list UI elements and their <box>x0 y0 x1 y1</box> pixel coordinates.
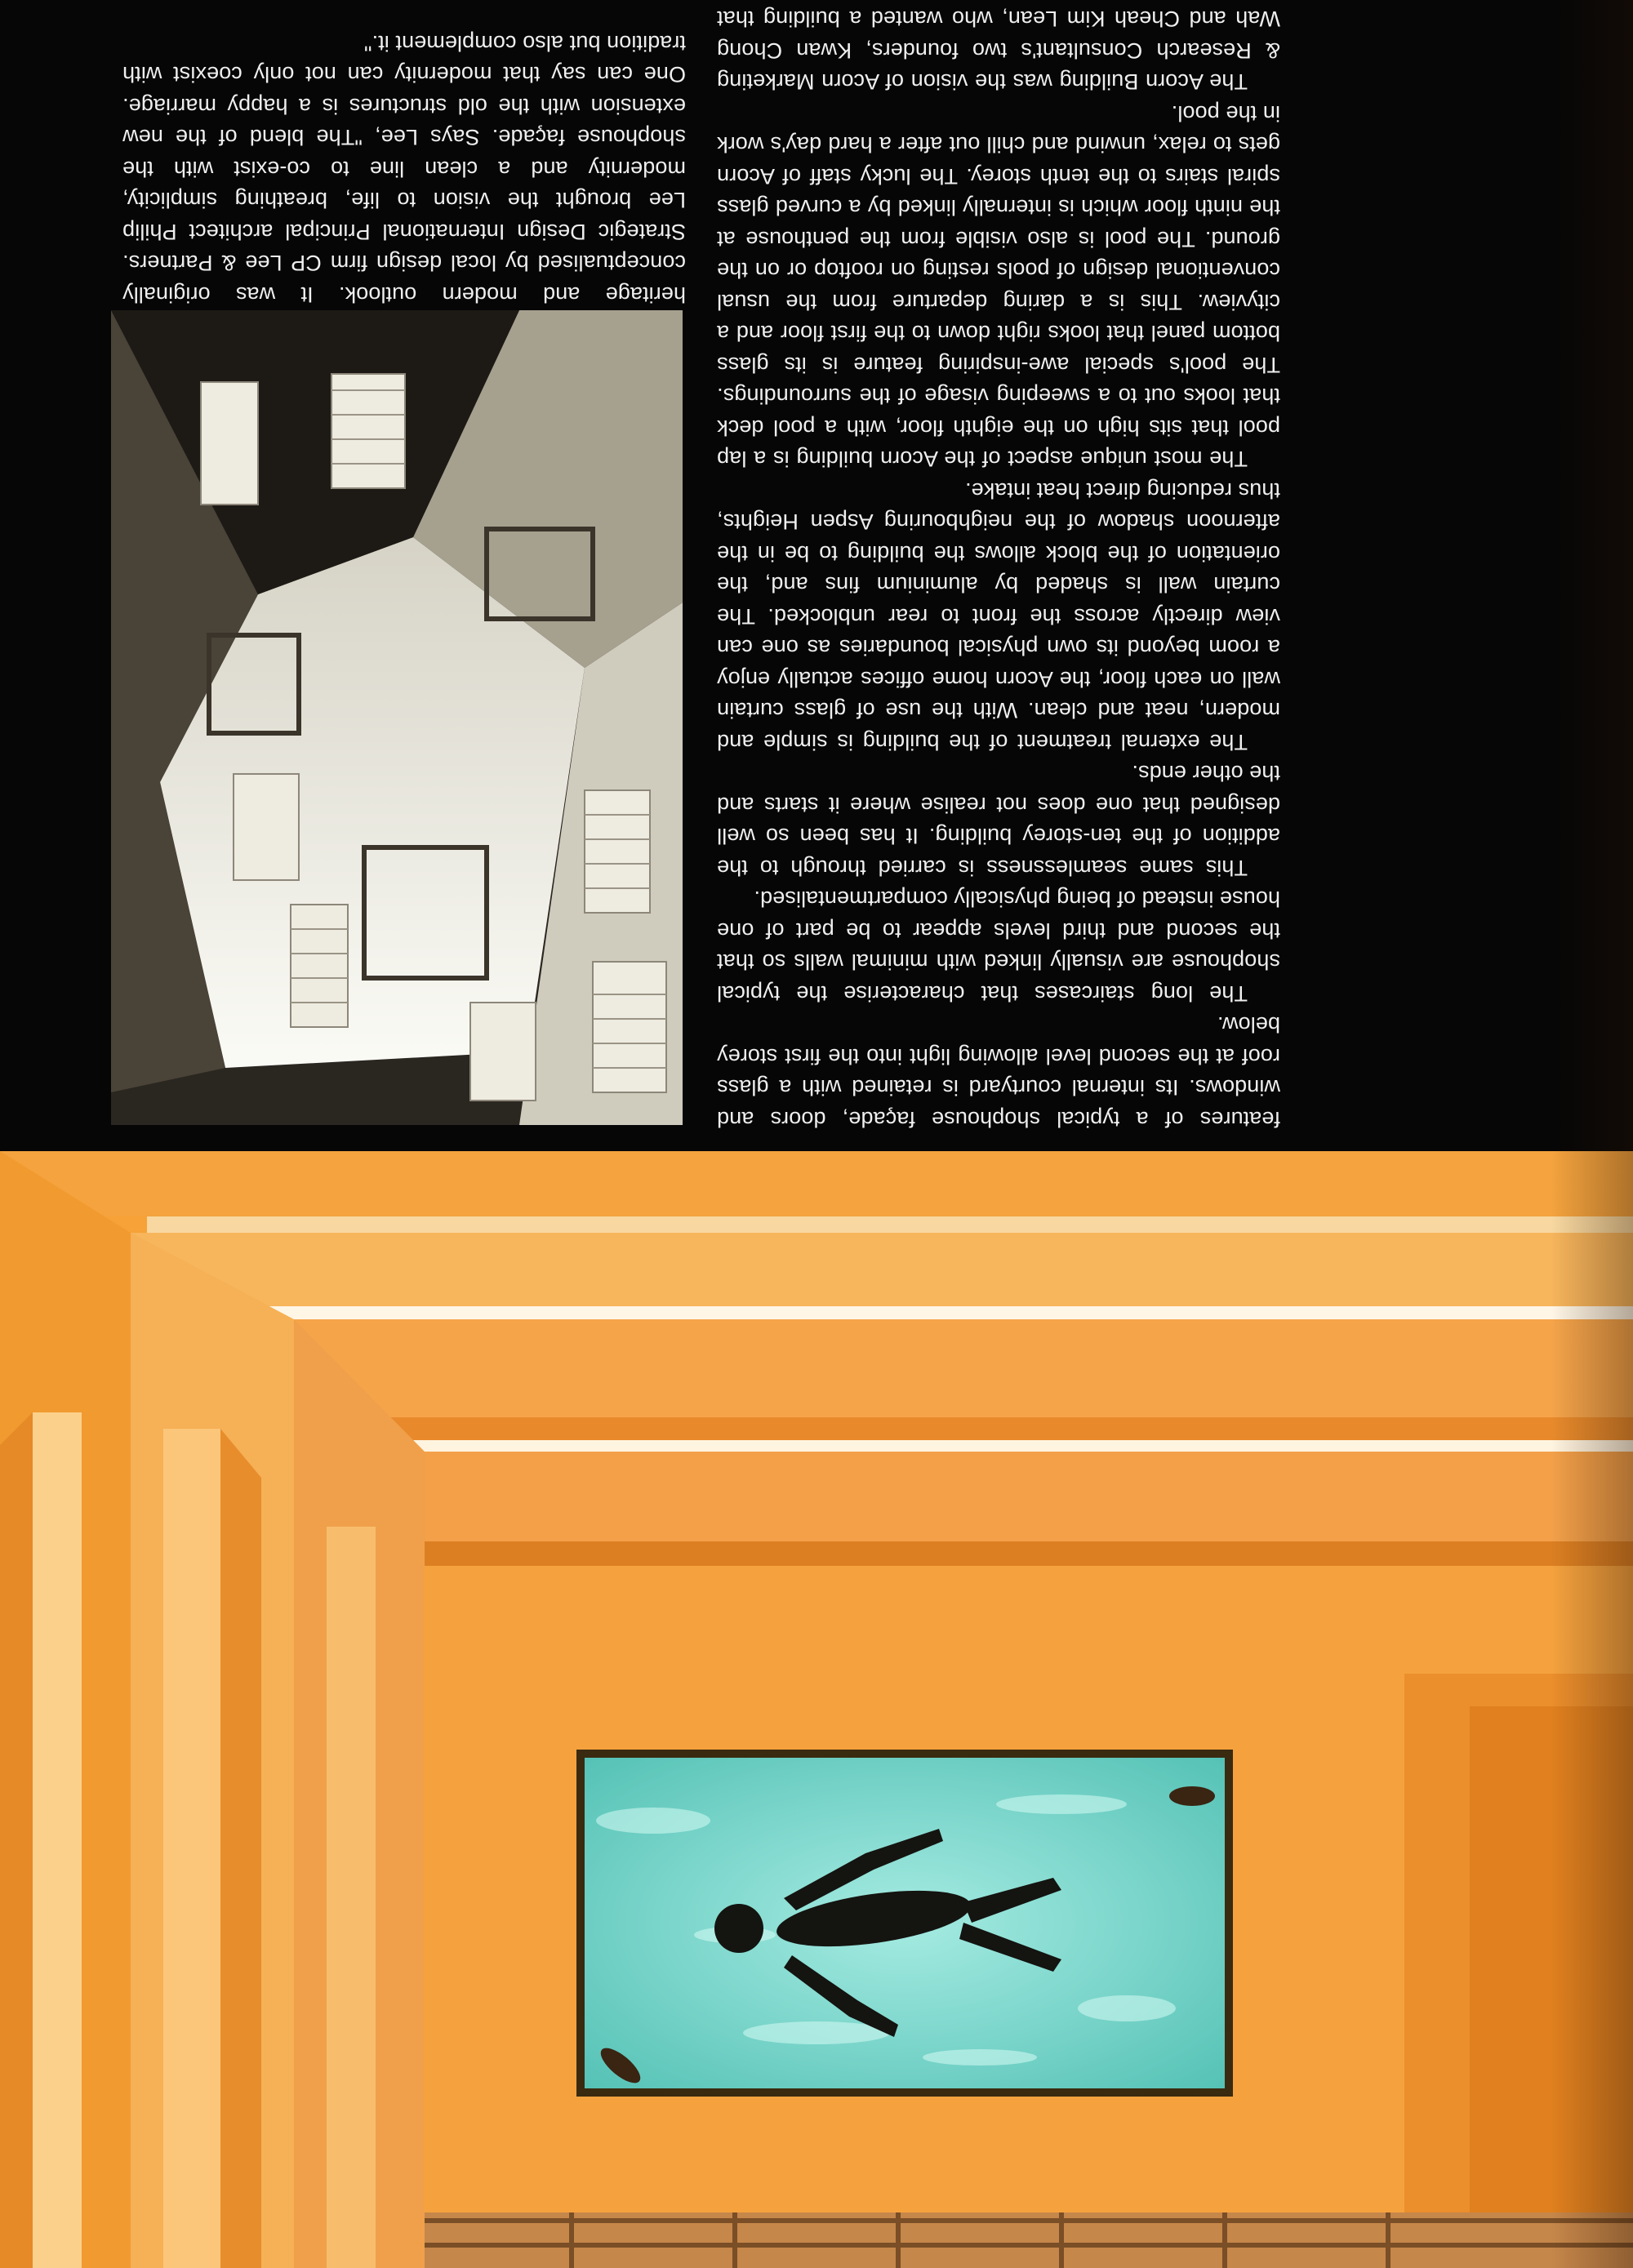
glass-bottom-pool-photo <box>0 1151 1633 2268</box>
paragraph: features of a typical shophouse façade, doors and windows. Its internal courtyard is retained with a glass roof at the second level allowing light into the first storey below. <box>717 1012 1280 1132</box>
paragraph: The long staircases that characterise the typical shophouse are visually linked with minimal walls so that the second and third levels appear to be part of one house instead of being physically compartmentalised. <box>717 887 1280 1006</box>
courtyard-photo-graphic <box>111 310 683 1125</box>
paragraph: The Acorn Building was the vision of Acorn Marketing & Research Consultant's two founders, Kwan Chong Wah and Cheah Kim Lean, who wanted a building that <box>717 7 1280 95</box>
paragraph: The most unique aspect of the Acorn building is a lap pool that sits high on the eighth floor, with a pool deck that looks out to a sweeping visage of the surroundings. The pool's special awe-inspiring feature is its glass bottom panel that looks right down to the first floor and a cityview. This is a daring departure from the usual conventional design of pools resting on rooftop or on the ground. The pool is also visible from the penthouse at the ninth floor which is internally linked by a curved glass spiral stairs to the tenth storey. The lucky staff of Acorn gets to relax, unwind and chill out after a hard day's work in the pool. <box>717 101 1280 472</box>
paragraph: heritage and modern outlook. It was originally conceptualised by local design firm CP Lee & Partners. Strategic Design International Principal architect Philip Lee brought the vision to life, breathing simplicity, modernity and a clean line to co-exist with the shophouse façade. Says Lee, "The blend of the new extension with the old structures is a happy marriage. One can say that modernity can not only coexist with tradition but also complement it." <box>122 31 686 307</box>
pool-photo-graphic <box>0 1151 1633 2268</box>
courtyard-photo <box>111 310 683 1125</box>
paragraph: The external treatment of the building is simple and modern, neat and clean. With the use of glass curtain wall on each floor, the Acorn home offices actually enjoy a room beyond its own physical boundaries as one can view directly across the front to rear unblocked. The curtain wall is shaded by aluminium fins and, the orientation of the block allows the building to be in the afternoon shadow of the neighbouring Aspen Heights, thus reducing direct heat intake. <box>717 478 1280 754</box>
article-column-right <box>122 28 686 311</box>
paragraph: This same seamlessness is carried through to the addition of the ten-storey building. It has been so well designed that one does not realise where it starts and the other ends. <box>717 761 1280 880</box>
article-column-left <box>717 0 1280 1135</box>
